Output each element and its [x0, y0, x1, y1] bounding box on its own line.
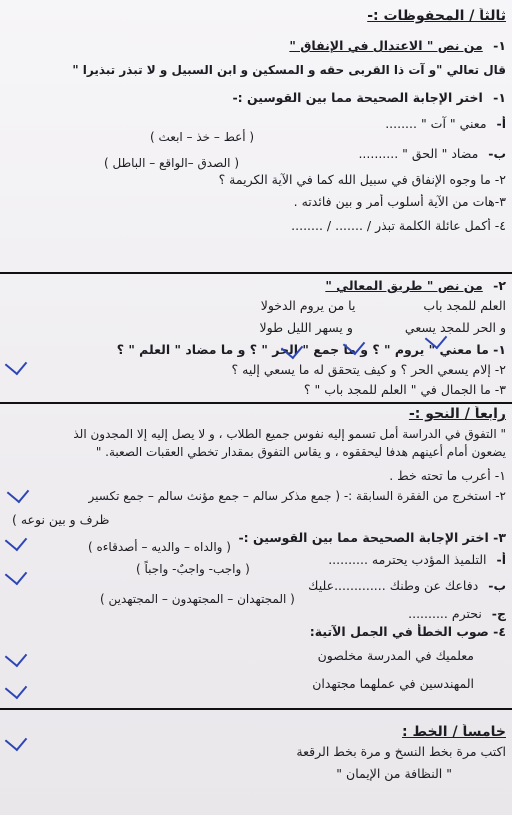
s3-q2-title-row [4, 278, 506, 294]
s3-choice-a [4, 116, 506, 132]
poem-verse-1-second-half: يا من يروم الدخولا [260, 298, 356, 313]
grammar-passage-line-1: " التفوق في الدراسة أمل تسمو إليه نفوس جميع الطلاب ، و لا يصل إليه إلا المجدون الذ [73, 427, 506, 441]
s4-choice-b-letter: ب- [488, 578, 506, 593]
s3-q2-number: ٢- [493, 278, 506, 293]
s4-choice-a-options: ( والداه – والديه – أصدقاءه ) [88, 540, 231, 554]
s4-choice-a [4, 552, 506, 568]
s3-choose-number: ١- [493, 90, 506, 105]
s4-question-2: ٢- استخرج من الفقرة السابقة :- ( جمع مذكر سالم – جمع مؤنث سالم – جمع تكسير [88, 489, 506, 503]
s4-choice-c-letter: ج- [491, 606, 506, 621]
s3-q1-question-3: ٣-هات من الآية أسلوب أمر و بين فائدته . [293, 194, 506, 209]
poem-verse-2-first-half: و الحر للمجد يسعي [404, 320, 506, 335]
s3-q1-title-row [4, 38, 506, 54]
section-5-heading: خامساً / الخط : [402, 724, 506, 740]
s3-choice-b [4, 146, 506, 162]
s4-question-3: ٣- اختر الإجابة الصحيحة مما بين القوسين :- [238, 530, 506, 545]
grammar-passage-line-2: يضعون أمام أعينهم هدفا ليحققوه ، و يقاس التفوق بمقدار تخطي العقبات الصعبة. " [95, 445, 506, 459]
s3-q2-question-3: ٣- ما الجمال في " العلم للمجد باب " ؟ [303, 382, 506, 397]
s3-choice-b-letter: ب- [488, 146, 506, 161]
s3-q1-number: ١- [493, 38, 506, 53]
s4-choice-b-text: دفاعك عن وطنك .............عليك [308, 578, 479, 593]
divider-1 [0, 272, 512, 274]
s3-choice-a-letter: أ- [496, 116, 506, 131]
s4-choice-c-options: ( المجتهدان – المجتهدون – المجتهدين ) [100, 592, 295, 606]
s3-q2-question-1: ١- ما معني " يروم " ؟ و ما جمع " الحر " ؟ و ما مضاد " العلم " ؟ [116, 342, 506, 357]
poem-verse-1-first-half: العلم للمجد باب [423, 298, 506, 313]
s4-choice-c-text: نحترم .......... [408, 606, 482, 621]
correction-sentence-1: معلميك في المدرسة مخلصون [317, 648, 474, 663]
poem-verse-2-second-half: و يسهر الليل طولا [259, 320, 353, 335]
s3-choice-b-options: ( الصدق –الواقع – الباطل ) [104, 156, 239, 170]
section-4-heading: رابعاً / النحو :- [408, 406, 506, 422]
s3-choice-b-text: مضاد " الحق " .......... [358, 146, 479, 161]
calligraphy-task: اكتب مرة بخط النسخ و مرة بخط الرقعة [296, 744, 506, 759]
s4-choice-b-options: ( واجب- واجبٌ- واجباً ) [136, 562, 250, 576]
s3-choice-a-text: معني " آت " ........ [385, 116, 487, 131]
calligraphy-phrase: " النظافة من الإيمان " [336, 766, 452, 781]
s4-choice-a-text: التلميذ المؤدب يحترمه .......... [328, 552, 487, 567]
quran-verse: قال تعالي "و آت ذا القربى حقه و المسكين و ابن السبيل و لا تبذر تبذيرا " [72, 63, 506, 77]
poem-verse-1 [4, 298, 506, 314]
s3-q1-title: من نص " الاعتدال في الإنفاق " [289, 38, 483, 53]
divider-2 [0, 402, 512, 404]
s4-question-1: ١- أعرب ما تحته خط . [389, 468, 506, 483]
s3-choose-row [4, 90, 506, 106]
section-3-heading: ثالثاً / المحفوظات :- [367, 8, 506, 24]
s3-q2-title: من نص " طريق المعالي " [325, 278, 483, 293]
correction-sentence-2: المهندسين في عملهما مجتهدان [312, 676, 474, 691]
s3-q1-question-4: ٤- أكمل عائلة الكلمة تبذر / ....... / ........ [291, 218, 506, 233]
s3-choice-a-options: ( أعط – خذ – ابعث ) [150, 130, 255, 144]
s4-choice-c [4, 606, 506, 622]
s4-question-4: ٤- صوب الخطأ في الجمل الآتية: [309, 624, 506, 639]
s4-question-2-continued: ظرف و بين نوعه ) [12, 512, 110, 527]
s3-choose-instruction: اختر الإجابة الصحيحة مما بين القوسين :- [232, 90, 483, 105]
s3-q1-question-2: ٢- ما وجوه الإنفاق في سبيل الله كما في الآية الكريمة ؟ [218, 172, 506, 187]
s3-q2-question-2: ٢- إلام يسعي الحر ؟ و كيف يتحقق له ما يسعي إليه ؟ [231, 362, 506, 377]
s4-choice-a-letter: أ- [496, 552, 506, 567]
divider-3 [0, 708, 512, 710]
